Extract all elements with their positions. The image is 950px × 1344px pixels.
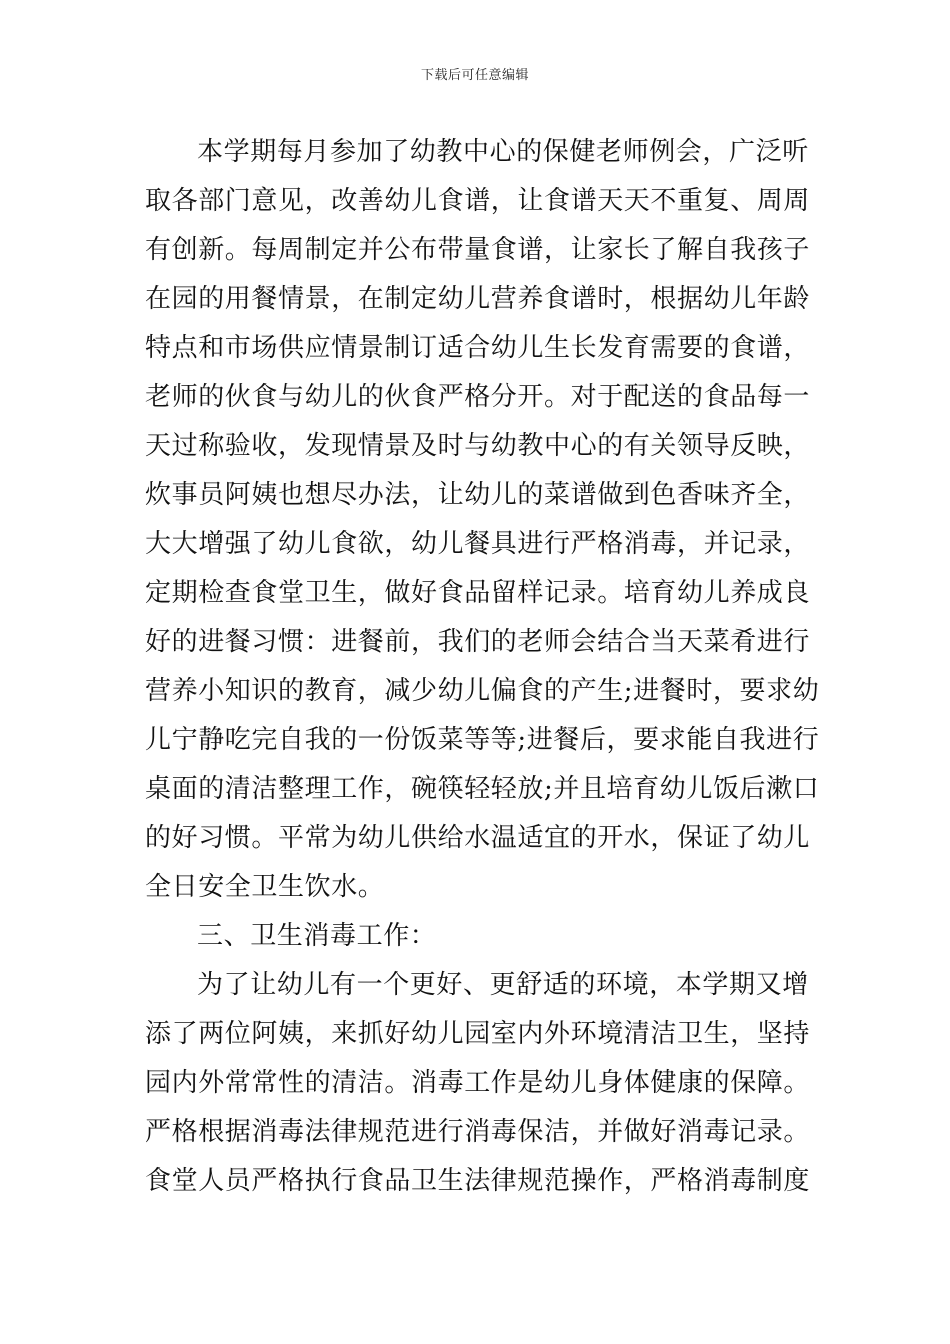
text-line: 在园的用餐情景，在制定幼儿营养食谱时，根据幼儿年龄 — [145, 284, 811, 314]
text-line: 营养小知识的教育，减少幼儿偏食的产生;进餐时，要求幼 — [145, 676, 820, 706]
page-header: 下载后可任意编辑 — [420, 68, 529, 83]
text-line: 的好习惯。平常为幼儿供给水温适宜的开水，保证了幼儿 — [145, 823, 811, 853]
text-line: 特点和市场供应情景制订适合幼儿生长发育需要的食谱， — [145, 333, 811, 363]
text-line: 全日安全卫生饮水。 — [145, 872, 385, 902]
text-line: 食堂人员严格执行食品卫生法律规范操作，严格消毒制度 — [145, 1166, 811, 1196]
text-line: 园内外常常性的清洁。消毒工作是幼儿身体健康的保障。 — [145, 1068, 811, 1098]
text-line: 严格根据消毒法律规范进行消毒保洁，并做好消毒记录。 — [145, 1117, 811, 1147]
text-line: 为了让幼儿有一个更好、更舒适的环境，本学期又增 — [197, 970, 809, 1000]
document-body — [145, 128, 820, 1206]
text-line: 儿宁静吃完自我的一份饭菜等等;进餐后，要求能自我进行 — [145, 725, 820, 755]
text-line: 老师的伙食与幼儿的伙食严格分开。对于配送的食品每一 — [145, 382, 811, 412]
paragraph-meal-management — [145, 128, 820, 912]
text-line: 炊事员阿姨也想尽办法，让幼儿的菜谱做到色香味齐全， — [145, 480, 811, 510]
text-line: 好的进餐习惯：进餐前，我们的老师会结合当天菜肴进行 — [145, 627, 811, 657]
text-line: 取各部门意见，改善幼儿食谱，让食谱天天不重复、周周 — [145, 186, 811, 216]
text-line: 定期检查食堂卫生，做好食品留样记录。培育幼儿养成良 — [145, 578, 811, 608]
text-line: 大大增强了幼儿食欲，幼儿餐具进行严格消毒，并记录， — [145, 529, 811, 559]
paragraph-hygiene-disinfection — [145, 961, 810, 1206]
text-line: 本学期每月参加了幼教中心的保健老师例会，广泛听 — [197, 137, 809, 167]
section-heading: 三、卫生消毒工作： — [197, 921, 437, 951]
text-line: 添了两位阿姨，来抓好幼儿园室内外环境清洁卫生，坚持 — [145, 1019, 811, 1049]
text-line: 天过称验收，发现情景及时与幼教中心的有关领导反映， — [145, 431, 811, 461]
text-line: 有创新。每周制定并公布带量食谱，让家长了解自我孩子 — [145, 235, 811, 265]
text-line: 桌面的清洁整理工作，碗筷轻轻放;并且培育幼儿饭后漱口 — [145, 774, 820, 804]
